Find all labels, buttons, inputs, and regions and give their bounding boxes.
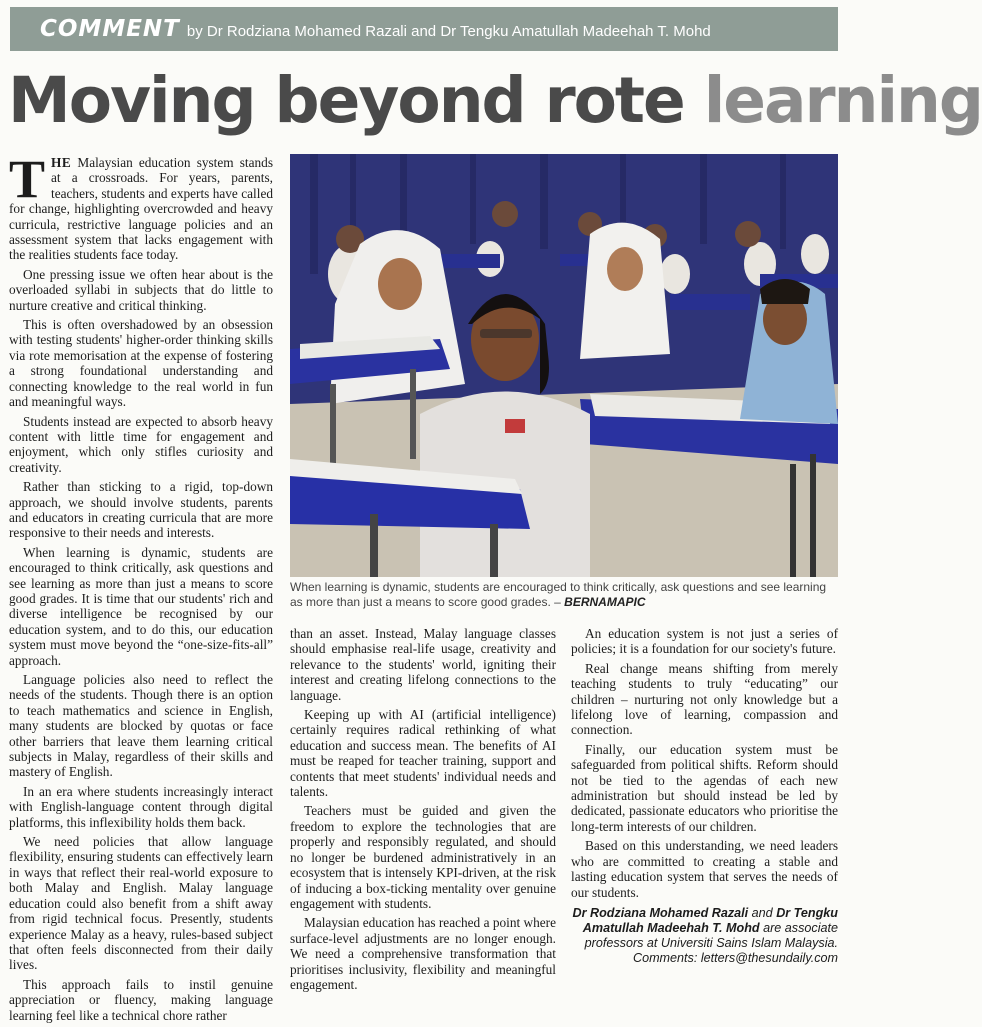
paragraph: Teachers must be guided and given the freedom to explore the technologies that are properly and responsibly regulated, and should no longer be burdened administratively in an ecosystem that is intensely KPI-driven, at the risk of inducing a box-ticking mentality over genuine engagement with students. bbox=[290, 803, 556, 911]
paragraph: We need policies that allow language flexibility, ensuring students can effectively learn in ways that reflect their real-world exposure to both Malay and English. Malay language education could also benefit from a shift away from rigid technical focus. Presently, students experience Malay as a heavy, rules-based subject that often feels disconnected from their daily lives. bbox=[9, 834, 273, 973]
paragraph bbox=[9, 149, 273, 263]
paragraph: Real change means shifting from merely teaching students to truly “educating” our children – nurturing not only knowledge but a lifelong love of learning, compassion and connection. bbox=[571, 660, 838, 738]
article-column-1 bbox=[9, 149, 273, 1027]
paragraph: This approach fails to instil genuine appreciation or fluency, making language learning feel like a technical chore rather bbox=[9, 976, 273, 1023]
headline bbox=[8, 58, 982, 144]
paragraph: Keeping up with AI (artificial intelligence) certainly requires radical rethinking of what education and success mean. The benefits of AI must be reaped for teacher training, support and contents that meet students' individual needs and talents. bbox=[290, 707, 556, 800]
lead-caps: HE bbox=[51, 155, 72, 170]
paragraph: This is often overshadowed by an obsession with testing students' higher-order thinking skills via rote memorisation at the expense of fostering a strong foundational understanding and connecting knowledge to the real world in fun and meaningful ways. bbox=[9, 317, 273, 410]
author-bio bbox=[571, 906, 838, 966]
paragraph: An education system is not just a series of policies; it is a foundation for our society's future. bbox=[571, 626, 838, 657]
paragraph: Malaysian education has reached a point where surface-level adjustments are no longer enough. We need a comprehensive transformation that prioritises inclusivity, flexibility and meaningful engagement. bbox=[290, 915, 556, 992]
paragraph: Rather than sticking to a rigid, top-down approach, we should involve students, parents and educators in creating curricula that are more responsive to their needs and interests. bbox=[9, 479, 273, 541]
author-name-1: Dr Rodziana Mohamed Razali bbox=[572, 905, 749, 920]
section-kicker: COMMENT bbox=[40, 16, 180, 42]
paragraph: When learning is dynamic, students are encouraged to think critically, ask questions and see learning as more than just a means to score good grades. It is time that our students' rich and diverse intelligence be recognised by our education system, and to do this, our education system must move beyond the “one-size-fits-all” approach. bbox=[9, 544, 273, 668]
photo-credit: BERNAMAPIC bbox=[564, 595, 646, 609]
caption-text: When learning is dynamic, students are encouraged to think critically, ask questions and see learning as more than just a means to score good grades. – bbox=[290, 580, 827, 609]
paragraph: Finally, our education system must be safeguarded from political shifts. Reform should not be tied to the agendas of each new administration but should instead be led by dedicated, passionate educators who prioritise the long-term interests of our children. bbox=[571, 741, 838, 834]
contact-email: Comments: letters@thesundaily.com bbox=[632, 950, 838, 965]
author-role: are associate professors at Universiti Sains Islam Malaysia. bbox=[584, 920, 838, 950]
classroom-exam-photo bbox=[290, 154, 838, 577]
paragraph-text: Malaysian education system stands at a crossroads. For years, parents, teachers, students and experts have called for change, highlighting overcrowded and heavy curricula, restrictive language policies and an assessment system that lacks engagement with the realities students face today. bbox=[9, 155, 273, 263]
headline-main: Moving beyond rote bbox=[8, 64, 704, 137]
paragraph: One pressing issue we often hear about is the overloaded syllabi in subjects that do little to nurture creative and critical thinking. bbox=[9, 266, 273, 313]
paragraph: than an asset. Instead, Malay language classes should emphasise real-life usage, creativity and relevance to the students' world, igniting their interest and creating lifelong connections to the language. bbox=[290, 626, 556, 703]
drop-cap: T bbox=[9, 149, 46, 209]
paragraph: In an era where students increasingly interact with English-language content through digital platforms, this inflexibility holds them back. bbox=[9, 783, 273, 830]
article-column-2 bbox=[290, 626, 556, 996]
author-name-2: Dr Tengku Amatullah Madeehah T. Mohd bbox=[582, 905, 838, 935]
byline: by Dr Rodziana Mohamed Razali and Dr Tengku Amatullah Madeehah T. Mohd bbox=[186, 22, 711, 40]
article-column-3 bbox=[571, 626, 838, 966]
paragraph: Students instead are expected to absorb heavy content with little time for engagement and enjoyment, which only stifles curiosity and creativity. bbox=[9, 413, 273, 475]
comment-banner bbox=[10, 7, 838, 51]
headline-accent: learning bbox=[703, 64, 982, 137]
paragraph: Language policies also need to reflect the needs of the students. Though there is an option to teach mathematics and science in English, many students are blocked by quotas or face other barriers that leave them learning critical subjects in Malay, regardless of their skills and mastery of English. bbox=[9, 672, 273, 780]
photo-caption bbox=[290, 580, 838, 610]
paragraph: Based on this understanding, we need leaders who are committed to creating a stable and lasting education system that serves the needs of our students. bbox=[571, 838, 838, 900]
author-and: and bbox=[748, 905, 777, 920]
